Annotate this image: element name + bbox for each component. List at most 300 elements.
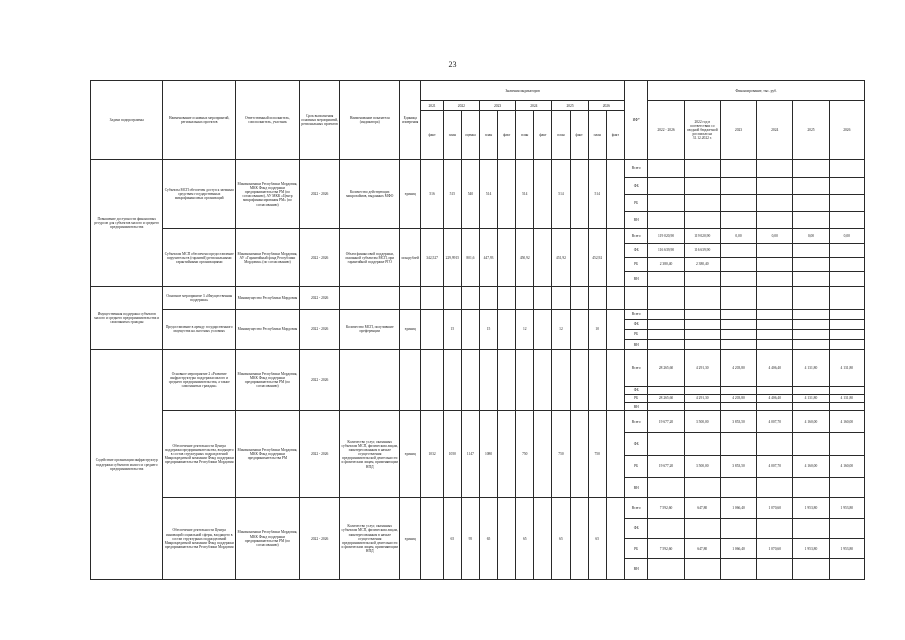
term-cell: 2022 - 2026 [299,309,340,350]
event-cell: Обеспечение деятельности Центра инноваций социальной сферы, входящего в состав структурных подразделений Микрокредитной компании Фонд поддержки предпринимательства Республики Мордовия [163,498,235,580]
source-cell: РБ [624,329,647,339]
empty-cell [498,350,516,411]
empty-cell [720,478,756,498]
hdr-fin-year: 2025 [793,101,829,160]
value-cell [498,498,516,580]
hdr-sub: оценка [461,111,479,160]
event-cell: Основное мероприятие 3 «Имущественная поддержка» [163,287,235,309]
empty-cell [461,350,479,411]
empty-cell [400,287,421,309]
value-cell [534,498,552,580]
source-cell: ФБ [624,386,647,394]
empty-cell [757,478,793,498]
value-cell [570,160,588,229]
value-cell [606,229,624,287]
empty-cell [684,518,720,538]
hdr-sub: план [588,111,606,160]
fin-cell: 4 131,80 [793,394,829,402]
value-cell [606,160,624,229]
empty-cell [648,386,684,394]
source-cell: РБ [624,539,647,559]
value-cell: 514 [552,160,570,229]
empty-cell [720,160,756,177]
hdr-year: 2022 [443,101,479,111]
fin-cell: 2 380,40 [684,257,720,271]
empty-cell [720,433,756,455]
empty-cell [552,350,570,411]
empty-cell [793,177,829,194]
empty-cell [648,329,684,339]
empty-cell [588,350,606,411]
source-cell: ВН [624,559,647,580]
value-cell: 515 [443,160,461,229]
empty-cell [793,329,829,339]
empty-cell [720,212,756,229]
hdr-fin-year: 2023 [720,101,756,160]
value-cell: 15 [443,309,461,350]
unit-cell: единиц [400,411,421,498]
value-cell: 95 [461,498,479,580]
hdr-fin-total: 2022 - 2026 [648,101,684,160]
value-cell [534,309,552,350]
empty-cell [793,309,829,319]
value-cell [534,411,552,498]
empty-cell [829,257,864,271]
empty-cell [443,350,461,411]
value-cell: 750 [588,411,606,498]
empty-cell [757,257,793,271]
empty-cell [443,287,461,309]
fin-cell: 647,80 [684,498,720,518]
empty-cell [516,287,534,309]
empty-cell [720,518,756,538]
fin-cell: 1 953,80 [793,539,829,559]
source-cell: ВН [624,478,647,498]
hdr-fin-year: 2024 [757,101,793,160]
source-cell: Всего [624,498,647,518]
empty-cell [793,340,829,350]
indicator-cell: Объем финансовой поддержки, оказанной субъектам МСП, при гарантийной поддержке РГО [340,229,400,287]
value-cell: 450,92 [516,229,534,287]
hdr-sub: факт [606,111,624,160]
fin-cell: 4 160,00 [793,455,829,477]
event-cell: Предоставление в аренду государственного имущества на льготных условиях [163,309,235,350]
empty-cell [757,243,793,257]
empty-cell [648,212,684,229]
source-cell: ФБ [624,433,647,455]
empty-cell [829,340,864,350]
hdr-finance-group: Финансирование, тыс. руб. [648,81,865,101]
empty-cell [720,329,756,339]
fin-cell: 4 131,80 [793,350,829,387]
hdr-fin-2022: 2022 год в соответствии со сводной бюджетной росписью на 31.12.2022 г. [684,101,720,160]
empty-cell [684,319,720,329]
fin-cell: 1 953,80 [829,498,864,518]
source-cell: ВН [624,271,647,286]
unit-cell: млн.рублей [400,229,421,287]
empty-cell [421,287,443,309]
value-cell: 1080 [479,411,497,498]
value-cell [606,411,624,498]
hdr-sub: факт [421,111,443,160]
hdr-task: Задачи подпрограммы [91,81,163,160]
source-cell: Всего [624,229,647,243]
empty-cell [684,177,720,194]
value-cell: 12 [516,309,534,350]
source-cell: РБ [624,257,647,271]
event-cell: Основное мероприятие 2 «Развитие инфраструктуры поддержки малого и среднего предпринимательства, а также самозанятых граждан» [163,350,235,411]
value-cell: 15 [479,309,497,350]
value-cell [534,229,552,287]
fin-cell: 4 291,30 [684,394,720,402]
empty-cell [757,386,793,394]
empty-cell [829,319,864,329]
value-cell [534,160,552,229]
fin-cell: 4 007,70 [757,411,793,433]
fin-cell: 4 160,00 [829,455,864,477]
fin-cell: 4 291,30 [684,350,720,387]
value-cell [461,309,479,350]
empty-cell [684,271,720,286]
empty-cell [829,386,864,394]
empty-cell [793,403,829,411]
fin-cell: 0,00 [720,229,756,243]
empty-cell [516,350,534,411]
value-cell: 10 [588,309,606,350]
value-cell [570,498,588,580]
fin-cell: 0,00 [829,229,864,243]
empty-cell [757,403,793,411]
source-cell: Всего [624,309,647,319]
empty-cell [570,350,588,411]
empty-cell [829,194,864,211]
empty-cell [421,350,443,411]
hdr-term: Срок выполнения основных мероприятий, региональных проектов [299,81,340,160]
empty-cell [720,309,756,319]
empty-cell [793,433,829,455]
page-number: 23 [448,60,457,69]
hdr-unit: Единица измерения [400,81,421,160]
empty-cell [757,340,793,350]
term-cell: 2022 - 2026 [299,411,340,498]
hdr-year: 2026 [588,101,624,111]
empty-cell [829,518,864,538]
fin-cell: 19 677,20 [648,411,684,433]
source-cell: ФБ [624,518,647,538]
fin-cell: 4 007,70 [757,455,793,477]
table-row [91,498,865,518]
empty-cell [648,478,684,498]
fin-cell: 1 066,40 [720,498,756,518]
empty-cell [400,350,421,411]
table-row [91,309,865,319]
fin-cell: 28 265,60 [648,350,684,387]
value-cell [421,309,443,350]
empty-cell [648,160,684,177]
empty-cell [793,518,829,538]
empty-cell [648,559,684,580]
term-cell: 2022 - 2026 [299,498,340,580]
term-cell: 2022 - 2026 [299,287,340,309]
value-cell: 750 [516,411,534,498]
value-cell [570,309,588,350]
value-cell: 12 [552,309,570,350]
source-cell: Всего [624,350,647,387]
fin-cell: 4 131,80 [829,350,864,387]
empty-cell [793,257,829,271]
empty-cell [757,160,793,177]
hdr-sub: факт [570,111,588,160]
source-cell: ВН [624,403,647,411]
fin-cell: 119 020,90 [648,229,684,243]
empty-cell [757,329,793,339]
source-cell: ФБ [624,319,647,329]
empty-cell [829,478,864,498]
fin-cell: 3 853,50 [720,455,756,477]
empty-cell [720,340,756,350]
empty-cell [684,160,720,177]
empty-cell [648,403,684,411]
value-cell: 801,6 [461,229,479,287]
fin-cell: 3 853,50 [720,411,756,433]
empty-cell [340,287,400,309]
fin-cell: 1 070,60 [757,498,793,518]
hdr-year: 2023 [479,101,515,111]
unit-cell: единиц [400,309,421,350]
empty-cell [498,287,516,309]
source-cell: Всего [624,411,647,433]
hdr-indicator: Наименование показателя (индикатора) [340,81,400,160]
empty-cell [720,177,756,194]
empty-cell [793,478,829,498]
fin-cell: 1 070,60 [757,539,793,559]
empty-cell [793,243,829,257]
indicator-cell: Количество действующих микрозаймов, выданных МФО [340,160,400,229]
empty-cell [606,350,624,411]
empty-cell [829,309,864,319]
empty-cell [793,271,829,286]
empty-cell [829,271,864,286]
responsible-cell: Минэкономики Республики Мордовия, МКК Фонд поддержки предпринимательства РМ (по согласованию), АУ МКК «Центр микрофинансирования РМ» (по согласованию) [235,160,299,229]
value-cell: 451,92 [552,229,570,287]
empty-cell [552,287,570,309]
value-cell: 447,93 [479,229,497,287]
empty-cell [829,287,864,309]
value-cell: 65 [443,498,461,580]
fin-cell: 119 020,90 [684,229,720,243]
empty-cell [829,559,864,580]
empty-cell [684,433,720,455]
fin-cell: 4 203,80 [720,394,756,402]
source-cell: РБ [624,394,647,402]
empty-cell [720,559,756,580]
source-cell: Всего [624,160,647,177]
empty-cell [720,287,756,309]
value-cell: 516 [421,160,443,229]
empty-cell [793,194,829,211]
responsible-cell: Минэкономики Республики Мордовия, АУ «Гарантийный фонд Республики Мордовия» (по согласованию) [235,229,299,287]
empty-cell [793,287,829,309]
empty-cell [829,177,864,194]
hdr-sub: факт [498,111,516,160]
empty-cell [648,518,684,538]
unit-cell: единиц [400,498,421,580]
value-cell: 1050 [443,411,461,498]
fin-cell: 0,00 [757,229,793,243]
fin-cell: 3 500,00 [684,455,720,477]
value-cell: 65 [588,498,606,580]
empty-cell [829,403,864,411]
value-cell: 1147 [461,411,479,498]
empty-cell [479,350,497,411]
header-row-1 [91,81,865,101]
empty-cell [757,177,793,194]
empty-cell [648,309,684,319]
empty-cell [757,319,793,329]
task-cell: Повышение доступности финансовых ресурсов для субъектов малого и среднего предпринимательства [91,160,163,287]
value-cell [498,309,516,350]
empty-cell [757,433,793,455]
empty-cell [479,287,497,309]
hdr-responsible: Ответственный исполнитель, соисполнитель, участник [235,81,299,160]
value-cell [570,411,588,498]
indicator-cell: Количество услуг, оказанных субъектам МСП, физическим лицам, заинтересованным в начале осуществления предпринимательской деятельности и физическим лицам, применяющим НПД [340,411,400,498]
indicator-cell: Количество МСП, получившие преференции [340,309,400,350]
value-cell [498,229,516,287]
value-cell [498,160,516,229]
value-cell: 514 [479,160,497,229]
empty-cell [684,403,720,411]
fin-cell: 1 066,40 [720,539,756,559]
empty-cell [793,559,829,580]
responsible-cell: Минэкономики Республики Мордовия, МКК Фонд поддержки предпринимательства РМ (по согласованию) [235,350,299,411]
term-cell: 2022 - 2026 [299,229,340,287]
source-cell: ФБ [624,177,647,194]
empty-cell [684,329,720,339]
empty-cell [648,433,684,455]
empty-cell [684,309,720,319]
fin-cell: 1 953,80 [829,539,864,559]
value-cell: 452,92 [588,229,606,287]
empty-cell [720,271,756,286]
empty-cell [461,287,479,309]
empty-cell [648,340,684,350]
empty-cell [648,194,684,211]
hdr-year: 2025 [552,101,588,111]
fin-cell: 4 131,80 [829,394,864,402]
source-cell: ВН [624,340,647,350]
fin-cell: 7 592,60 [648,498,684,518]
empty-cell [534,350,552,411]
value-cell: 65 [479,498,497,580]
empty-cell [340,350,400,411]
empty-cell [720,243,756,257]
value-cell [606,498,624,580]
event-cell: Обеспечение деятельности Центра поддержки предпринимательства, входящего в состав структурных подразделений Микрокредитной компании Фонд поддержки предпринимательства Республики Мордовия [163,411,235,498]
empty-cell [606,287,624,309]
hdr-sub: план [443,111,461,160]
empty-cell [624,287,647,309]
task-cell: Содействие организации инфраструктур поддержки субъектов малого и среднего предпринимательства [91,350,163,580]
fin-cell: 4 406,40 [757,350,793,387]
value-cell: 514 [516,160,534,229]
empty-cell [757,518,793,538]
table-row [91,229,865,243]
empty-cell [829,160,864,177]
program-table [90,80,865,580]
empty-cell [720,403,756,411]
term-cell: 2022 - 2026 [299,160,340,229]
fin-cell: 647,80 [684,539,720,559]
event-cell: Субъекты МСП обеспечен доступ к заемным средствам государственных микрофинансовых организаций [163,160,235,229]
empty-cell [648,319,684,329]
empty-cell [684,386,720,394]
hdr-event: Наименование основных мероприятий, региональных проектов [163,81,235,160]
empty-cell [793,212,829,229]
source-cell: ВН [624,212,647,229]
hdr-year: 2021 [421,101,443,111]
hdr-sub: план [552,111,570,160]
empty-cell [757,309,793,319]
empty-cell [648,287,684,309]
empty-cell [720,194,756,211]
value-cell [421,498,443,580]
value-cell: 65 [516,498,534,580]
responsible-cell: Минэкономики Республики Мордовия, МКК Фонд поддержки предпринимательства РМ [235,411,299,498]
responsible-cell: Минимущество Республики Мордовия [235,309,299,350]
empty-cell [720,386,756,394]
source-cell: ФБ [624,243,647,257]
empty-cell [757,271,793,286]
empty-cell [720,319,756,329]
empty-cell [684,287,720,309]
empty-cell [648,271,684,286]
empty-cell [570,287,588,309]
empty-cell [793,386,829,394]
fin-cell: 116 639,90 [684,243,720,257]
fin-cell: 4 160,00 [829,411,864,433]
fin-cell: 3 500,00 [684,411,720,433]
value-cell: 514 [588,160,606,229]
value-cell [498,411,516,498]
value-cell: 65 [552,498,570,580]
empty-cell [829,433,864,455]
fin-cell: 28 265,60 [648,394,684,402]
empty-cell [648,177,684,194]
source-cell: РБ [624,455,647,477]
empty-cell [757,287,793,309]
fin-cell: 116 639,90 [648,243,684,257]
empty-cell [793,319,829,329]
empty-cell [684,340,720,350]
value-cell [570,229,588,287]
empty-cell [757,194,793,211]
unit-cell: единиц [400,160,421,229]
table-row [91,287,865,309]
task-cell: Имущественная поддержка субъектов малого и среднего предпринимательства и самозанятых граждан [91,287,163,350]
empty-cell [588,287,606,309]
fin-cell: 0,00 [793,229,829,243]
term-cell: 2022 - 2026 [299,350,340,411]
empty-cell [684,478,720,498]
fin-cell: 1 953,80 [793,498,829,518]
fin-cell: 7 592,60 [648,539,684,559]
hdr-indicators-group: Значения индикаторов [421,81,625,101]
fin-cell: 4 160,00 [793,411,829,433]
responsible-cell: Минэкономики Республики Мордовия, МКК Фонд поддержки предпринимательства РМ (по согласованию) [235,498,299,580]
event-cell: Субъектам МСП обеспечено предоставление поручительств (гарантий) региональными гарантийными организациями [163,229,235,287]
value-cell: 540 [461,160,479,229]
